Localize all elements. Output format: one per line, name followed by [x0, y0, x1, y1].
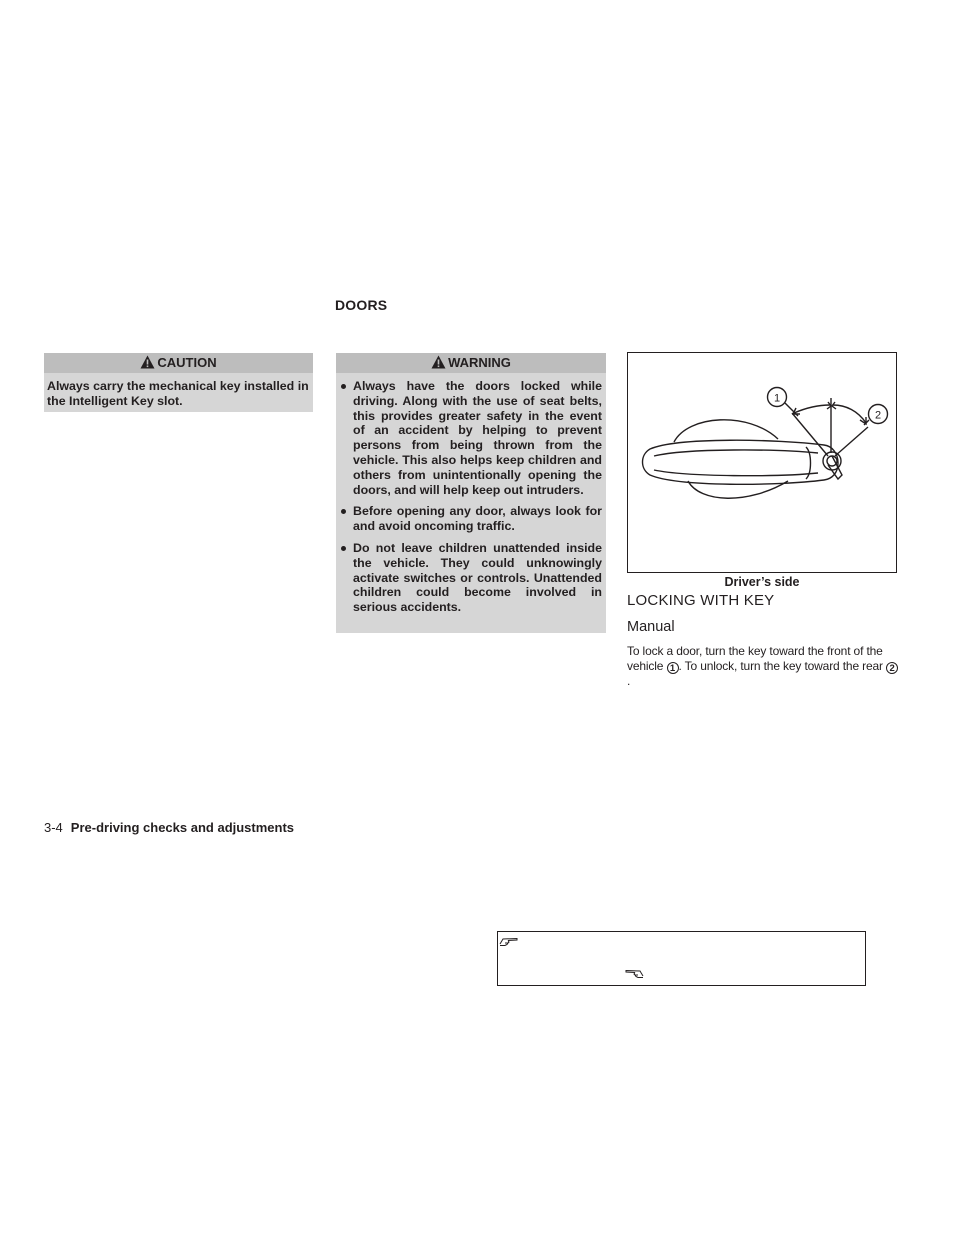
reference-note-box	[497, 931, 866, 986]
warning-item: Do not leave children unattended inside the vehicle. They could unknowingly activate switches or controls. Unattended children could become involved in serious accidents.	[340, 541, 602, 615]
figure-caption: Driver’s side	[724, 575, 800, 589]
warning-item: Always have the doors locked while driving. Along with the use of seat belts, this provides greater safety in the event of an accident by helping to prevent persons from being thrown from the vehicle. This also helps keep children and others from unintentionally opening the doors, and will help keep out intruders.	[340, 379, 602, 497]
warning-list	[336, 375, 606, 615]
caution-text: Always carry the mechanical key installed in the Intelligent Key slot.	[47, 379, 309, 408]
door-handle-illustration	[628, 353, 896, 572]
warning-header	[336, 353, 606, 373]
pointing-hand-icon	[624, 966, 644, 984]
warning-label: WARNING	[448, 355, 511, 370]
caution-box	[44, 353, 313, 412]
instruction-text: . To unlock, turn the key toward the rear	[678, 659, 883, 673]
instruction-text: .	[627, 674, 631, 688]
page-number: 3-4	[44, 820, 63, 835]
callout-2: 2	[874, 409, 882, 422]
callout-number-1: 1	[667, 662, 679, 674]
locking-with-key-heading: LOCKING WITH KEY	[627, 592, 775, 609]
caution-header	[44, 353, 313, 373]
manual-subheading: Manual	[627, 619, 675, 635]
section-title: DOORS	[335, 297, 388, 313]
pointing-hand-icon	[499, 934, 519, 952]
warning-triangle-icon	[140, 355, 155, 375]
instruction-text: To lock a door, turn the key toward the front of the vehicle	[627, 644, 883, 673]
callout-1: 1	[773, 392, 781, 405]
warning-item: Before opening any door, always look for and avoid oncoming traffic.	[340, 504, 602, 534]
caution-label: CAUTION	[157, 355, 217, 370]
callout-number-2: 2	[886, 662, 898, 674]
warning-box	[336, 353, 606, 633]
warning-triangle-icon	[431, 355, 446, 375]
chapter-title: Pre-driving checks and adjustments	[70, 820, 295, 835]
locking-instructions	[627, 644, 899, 689]
door-handle-figure	[627, 352, 897, 573]
page-footer	[44, 820, 294, 835]
